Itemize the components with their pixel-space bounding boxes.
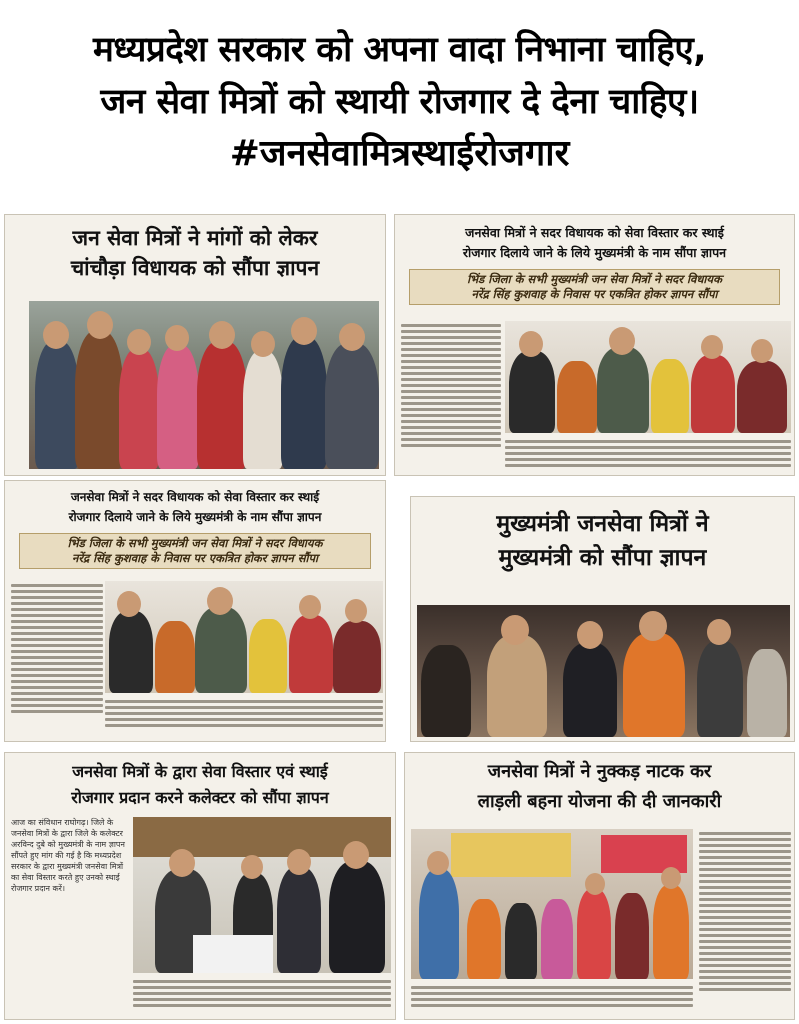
clipping-2-title-line-2: रोजगार दिलाये जाने के लिये मुख्यमंत्री के नाम सौंपा ज्ञापन <box>462 245 727 260</box>
clipping-6-right-column <box>699 829 791 1017</box>
clipping-6-title-line-2: लाड़ली बहना योजना की दी जानकारी <box>477 791 722 812</box>
news-clipping-5 <box>4 752 396 1020</box>
clipping-5-body-text: आज का संविधान राघोगढ़। जिले के जनसेवा मित्रों के द्वारा जिले के कलेक्टर अरविन्द दुबे को मुख्यमंत्री के नाम ज्ञापन सौंपते हुए मांग की गई है कि मध्यप्रदेश सरकार के द्वारा मुख्यमंत्री जनसेवा मित्रों का सेवा विस्तार करते हुए उनको स्थाई रोजगार प्रदान करें। <box>11 818 125 893</box>
clipping-5-title-line-2: रोजगार प्रदान करने कलेक्टर को सौंपा ज्ञापन <box>71 788 329 807</box>
clipping-3-left-column <box>11 581 103 737</box>
clipping-4-photo <box>417 605 790 737</box>
clipping-3-banner <box>19 533 371 569</box>
clipping-3-title-line-2: रोजगार दिलाये जाने के लिये मुख्यमंत्री के नाम सौंपा ज्ञापन <box>68 510 322 524</box>
clipping-2-banner-line-1: भिंड जिला के सभी मुख्यमंत्री जन सेवा मित्रों ने सदर विधायक <box>467 272 722 286</box>
headline-line-2: जन सेवा मित्रों को स्थायी रोजगार दे देना चाहिए। <box>100 82 699 122</box>
clipping-1-photo <box>29 301 379 469</box>
clipping-4-title-line-2: मुख्यमंत्री को सौंपा ज्ञापन <box>498 545 707 571</box>
news-clipping-4 <box>410 496 795 742</box>
clipping-3-banner-line-2: नरेंद्र सिंह कुशवाह के निवास पर एकत्रित होकर ज्ञापन सौंपा <box>71 551 318 565</box>
clipping-2-banner <box>409 269 780 305</box>
post-header <box>0 0 799 200</box>
clipping-3-banner-line-1: भिंड जिला के सभी मुख्यमंत्री जन सेवा मित्रों ने सदर विधायक <box>67 536 323 550</box>
clipping-2-banner-line-2: नरेंद्र सिंह कुशवाह के निवास पर एकत्रित होकर ज्ञापन सौंपा <box>471 287 718 301</box>
clipping-5-text-columns <box>133 977 391 1017</box>
clipping-4-title-line-1: मुख्यमंत्री जनसेवा मित्रों ने <box>496 511 709 537</box>
clipping-2-text-columns <box>505 437 791 473</box>
clipping-3-title-line-1: जनसेवा मित्रों ने सदर विधायक को सेवा विस्तार कर स्थाई <box>70 490 320 504</box>
news-clipping-1 <box>4 214 386 476</box>
clipping-1-title-line-2: चांचौड़ा विधायक को सौंपा ज्ञापन <box>70 256 320 280</box>
clipping-6-title-line-1: जनसेवा मित्रों ने नुक्कड़ नाटक कर <box>487 761 712 782</box>
news-clipping-2 <box>394 214 795 476</box>
clipping-5-title-line-1: जनसेवा मित्रों के द्वारा सेवा विस्तार एवं स्थाई <box>72 762 328 781</box>
clipping-1-title-line-1: जन सेवा मित्रों ने मांगों को लेकर <box>72 226 318 250</box>
clipping-5-photo <box>133 817 391 973</box>
clipping-2-title-line-1: जनसेवा मित्रों ने सदर विधायक को सेवा विस्तार कर स्थाई <box>465 225 724 240</box>
hashtag: #जनसेवामित्रस्थाईरोजगार <box>229 133 570 174</box>
clipping-2-left-column <box>401 321 501 471</box>
clipping-6-photo <box>411 829 693 979</box>
clipping-2-photo <box>505 321 791 433</box>
news-clipping-3 <box>4 480 386 742</box>
headline-line-1: मध्यप्रदेश सरकार को अपना वादा निभाना चाहिए, <box>92 30 706 70</box>
clipping-3-text-columns <box>105 697 383 737</box>
clipping-6-text-columns <box>411 983 693 1017</box>
news-clipping-6 <box>404 752 795 1020</box>
clipping-3-photo <box>105 581 383 693</box>
